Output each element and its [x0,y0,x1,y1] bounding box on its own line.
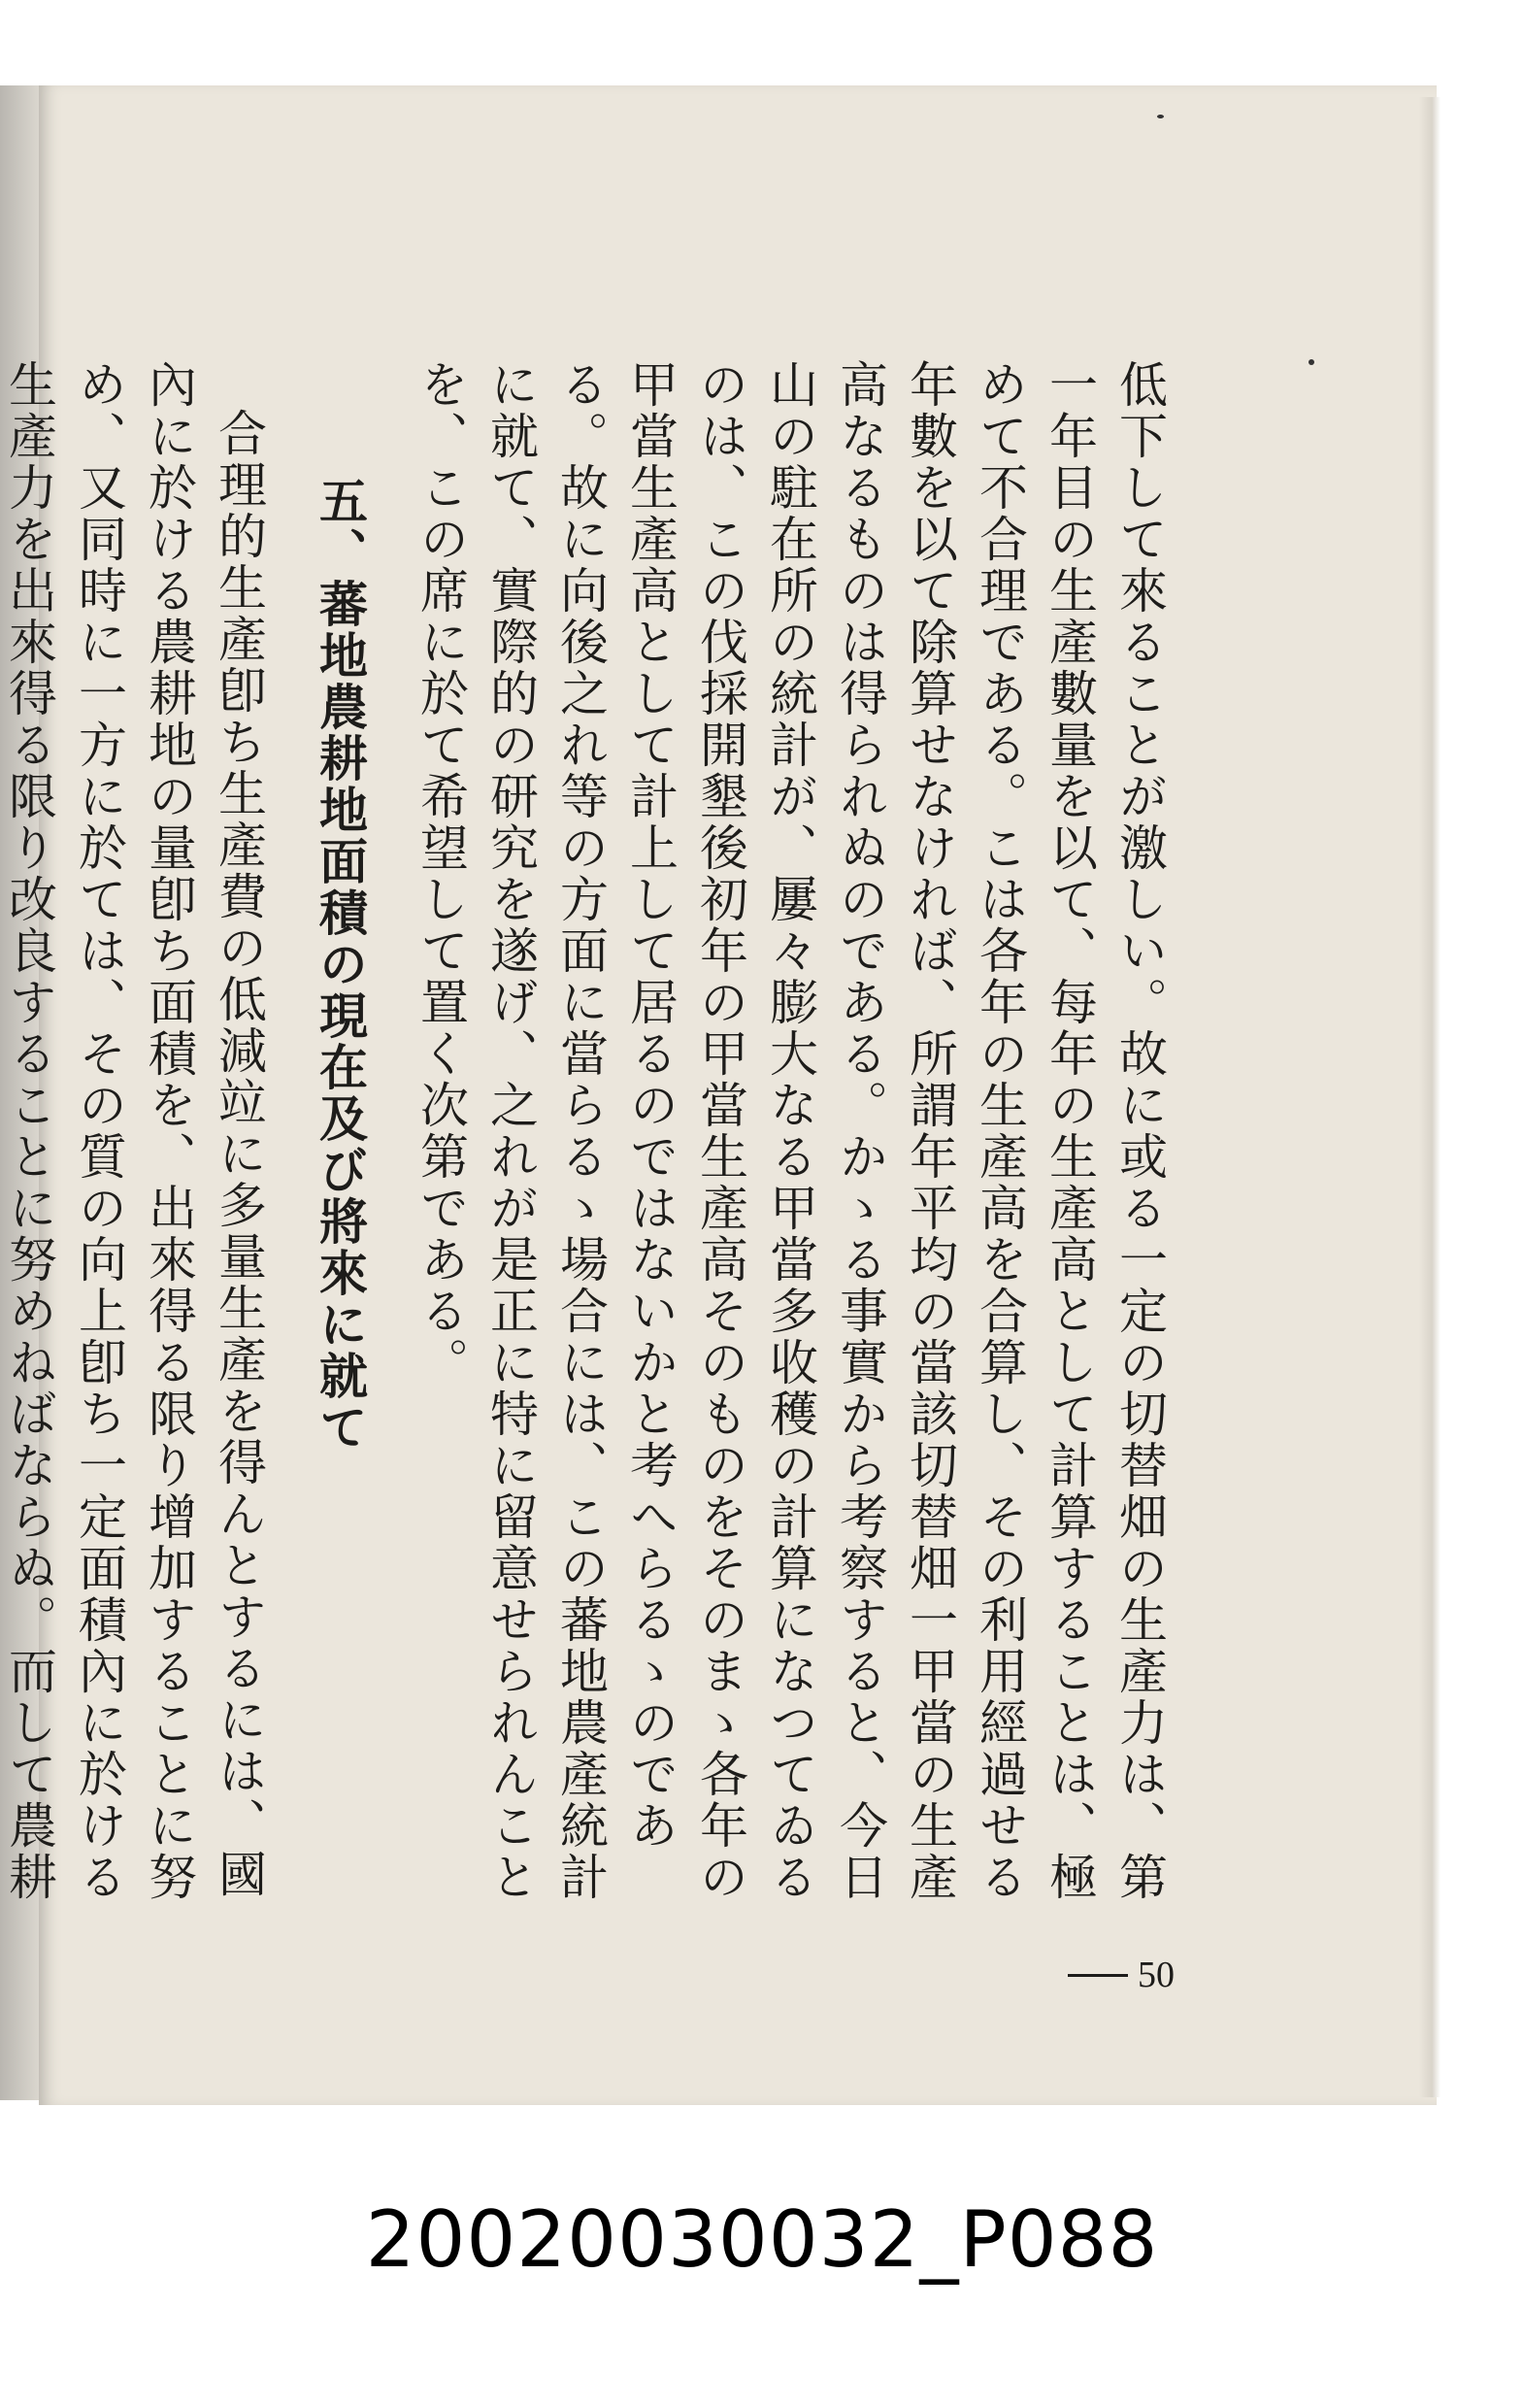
section-heading: 五、蕃地農耕地面積の現在及び將來に就て [312,476,368,1454]
ink-speck [1309,359,1314,365]
page-edge [1419,97,1441,2097]
page-number [1068,1954,1175,1996]
page-number-dash [1068,1974,1128,1977]
page-number-value: 50 [1138,1955,1175,1995]
paragraph-1: 低下して來ることが激しい。故に或る一定の切替畑の生產力は、第一年目の生產數量を以て、每年の生產高として計算することは、極めて不合理である。こは各年の生產高を合算し、その利用經過せる年數を以て除算せなければ、所謂年平均の當該切替畑一甲當の生產高なるものは得られぬのである。かゝる事實から考察すると、今日山の駐在所の統計が、屢々膨大なる甲當多收穫の計算になつてゐるのは、この伐採開墾後初年の甲當生產高そのものをそのまゝ各年の甲當生產高として計上して居るのではないかと考へらるゝのである。故に向後之れ等の方面に當らるゝ場合には、この蕃地農產統計に就て、實際的の研究を遂げ、之れが是正に特に留意せられんことを、この席に於て希望して置く次第である。 [413,359,1168,1903]
paragraph-2: 合理的生產卽ち生產費の低減竝に多量生產を得んとするには、國內に於ける農耕地の量卽ち面積を、出來得る限り增加することに努め、又同時に一方に於ては、その質の向上卽ち一定面積內に於ける生產力を出來得る限り改良することに努めねばならぬ。而して農耕 [1,359,267,1903]
ink-speck [1157,115,1164,118]
vertical-body-text [1,359,1175,1932]
image-id-caption: 20020030032_P088 [365,2194,1159,2285]
